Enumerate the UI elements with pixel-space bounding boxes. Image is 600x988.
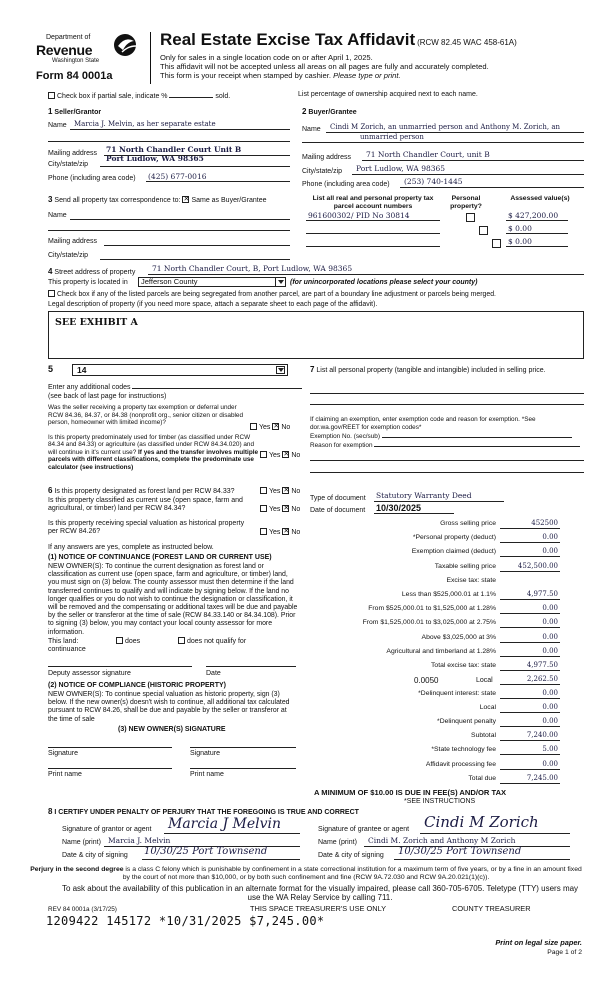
seller-name-field[interactable]: Marcia J. Melvin, as her separate estate xyxy=(74,120,216,128)
assessed-value-2[interactable]: $ 0.00 xyxy=(508,224,532,233)
tax-row-underline xyxy=(500,571,560,572)
tax-row-underline xyxy=(500,740,560,741)
owner-print-field-1[interactable] xyxy=(48,768,172,769)
tax-row-underline xyxy=(500,528,560,529)
county-treasurer-label: COUNTY TREASURER xyxy=(452,904,531,913)
this-land-label: This land: xyxy=(48,638,79,645)
seller-phone-field[interactable]: (425) 677-0016 xyxy=(148,172,207,181)
exemption-question: Was the seller receiving a property tax exemption or deferral under RCW 84.36, 84.37, or 84.38 (nonprofit org., senior citizen or disabled person, homeowner with limited income)? xyxy=(48,404,244,427)
parcel-number-3[interactable] xyxy=(306,246,440,247)
header-notices: Only for sales in a single location code on or after April 1, 2025. This affidavit will not be accepted unless all areas on all pages are fully and accurately completed. This form is your receipt when stamped by cashier. Please type or print. xyxy=(160,53,489,81)
tax-row-label: Excise tax: state xyxy=(446,576,496,584)
tax-row-underline xyxy=(500,754,560,755)
list-percentage-note: List percentage of ownership acquired next to each name. xyxy=(298,91,478,98)
tax-row-label: Taxable selling price xyxy=(434,562,496,570)
tax-row-underline xyxy=(500,670,560,671)
chevron-down-icon[interactable] xyxy=(275,278,285,287)
deputy-date-field[interactable] xyxy=(206,666,296,667)
tax-row-value[interactable]: 0.00 xyxy=(542,689,558,697)
buyer-city-label: City/state/zip xyxy=(302,168,343,175)
tax-row-label: *Delinquent interest: state xyxy=(418,690,496,697)
partial-sale-percent-field[interactable] xyxy=(169,97,213,98)
historical-yes-checkbox[interactable] xyxy=(260,528,267,535)
corr-mailing-field[interactable] xyxy=(104,245,290,246)
partial-sale-row: Check box if partial sale, indicate % sold. xyxy=(48,92,230,101)
tax-row-label: *Delinquent penalty xyxy=(437,718,496,726)
section5-num: 5 xyxy=(48,364,54,374)
tax-row-underline xyxy=(500,642,560,643)
personal-col-header: Personal property? xyxy=(450,195,482,210)
tax-row-label: Agricultural and timberland at 1.28% xyxy=(386,647,496,655)
form-title: Real Estate Excise Tax Affidavit xyxy=(160,30,416,49)
form-title-rcw: (RCW 82.45 WAC 458-61A) xyxy=(417,38,517,47)
partial-sale-checkbox[interactable] xyxy=(48,92,55,99)
tax-row-label: Total due xyxy=(468,774,496,782)
location-code-select[interactable]: 14 xyxy=(72,364,288,376)
timber-no-checkbox[interactable] xyxy=(282,451,289,458)
grantee-date-label: Date & city of signing xyxy=(318,852,384,859)
print-name-label-1: Print name xyxy=(48,771,82,778)
tax-row-underline xyxy=(500,627,560,628)
notice-continuance-body: NEW OWNER(S): To continue the current designation as forest land or classification as current use (open space, farm and agriculture, or timber) land, you must sign on (3) below. The county assessor must then determine if the land transferred continues to qualify and will indicate by signing below. If the land no longer qualifies or you do not wish to continue the designation or classification, it will be removed and the compensating or additional taxes will be due and payable by the seller or transferor at the time of sale (RCW 84.33.140 or 84.34.108). Prior to signing (3) below, you may contact your local county assessor for more information. xyxy=(48,563,298,636)
tax-row-value[interactable]: 0.00 xyxy=(542,533,558,542)
deputy-signature-field[interactable] xyxy=(48,666,192,667)
tax-row-underline xyxy=(500,613,560,614)
correspondence-heading: 3 Send all property tax correspondence to: ✕ Same as Buyer/Grantee xyxy=(48,195,267,205)
tax-row-label: *Personal property (deduct) xyxy=(412,534,496,542)
print-name-label-2: Print name xyxy=(190,771,224,778)
exemption-yes-checkbox[interactable] xyxy=(250,423,257,430)
minimum-due-note: A MINIMUM OF $10.00 IS DUE IN FEE(S) AND/OR TAX xyxy=(314,788,507,797)
tax-row-underline xyxy=(500,783,560,784)
signature-label-1: Signature xyxy=(48,750,78,757)
owner-print-field-2[interactable] xyxy=(190,768,296,769)
form-number: Form 84 0001a xyxy=(36,70,113,82)
new-owner-signature-title: (3) NEW OWNER(S) SIGNATURE xyxy=(118,726,226,733)
seller-mailing-label: Mailing address xyxy=(48,150,98,157)
current-use-yes-checkbox[interactable] xyxy=(260,505,267,512)
deputy-date-label: Date xyxy=(206,670,221,677)
if-any-yes-note: If any answers are yes, complete as instructed below. xyxy=(48,544,214,551)
segregated-row: Check box if any of the listed parcels are being segregated from another parcel, are part of a boundary line adjustment or parcels being merged. xyxy=(48,290,496,299)
current-use-yes-no: Yes ✕ No xyxy=(260,505,300,514)
parcel-number-2[interactable] xyxy=(306,233,440,234)
street-address-row: 4 Street address of property xyxy=(48,267,136,276)
owner-signature-field-1[interactable] xyxy=(48,747,172,748)
seller-heading: 1 Seller/Grantor xyxy=(48,107,102,116)
personal-property-checkbox-3[interactable] xyxy=(492,239,501,248)
tax-row-value[interactable]: 0.00 xyxy=(542,759,558,768)
county-note: (for unincorporated locations please select your county) xyxy=(290,279,478,286)
grantor-sig-label: Signature of grantor or agent xyxy=(62,826,152,833)
tax-row-underline xyxy=(500,556,560,557)
tax-row-label: Exemption claimed (deduct) xyxy=(411,548,496,556)
grantor-signature[interactable]: Marcia J Melvin xyxy=(168,816,282,832)
seller-city-field[interactable]: Port Ludlow, WA 98365 xyxy=(106,154,204,163)
tax-row-underline xyxy=(500,542,560,543)
timber-yes-checkbox[interactable] xyxy=(260,451,267,458)
continuance-label: continuance xyxy=(48,646,86,653)
tax-row-value[interactable]: 0.00 xyxy=(542,604,558,613)
document-date-label: Date of document xyxy=(310,507,366,514)
buyer-heading: 2 Buyer/Grantee xyxy=(302,107,357,116)
tax-row-underline xyxy=(500,769,560,770)
perjury-notice: Perjury in the second degree is a class C felony which is punishable by confinement in a state correctional institution for a maximum term of five years, or by a fine in an amount fixed by the court of not more than $10,000, or by both such confinement and fine (RCW 9A.72.030 and RCW 9A.20.021(1)(c)). xyxy=(30,866,582,881)
tax-row-label: From $525,000.01 to $1,525,000 at 1.28% xyxy=(368,605,496,613)
buyer-mailing-field[interactable]: 71 North Chandler Court, unit B xyxy=(366,150,490,159)
personal-property-checkbox-1[interactable] xyxy=(466,213,475,222)
see-instructions-note: *SEE INSTRUCTIONS xyxy=(404,798,476,805)
signature-label-2: Signature xyxy=(190,750,220,757)
does-option: does xyxy=(116,637,140,646)
does-qualify-checkbox[interactable] xyxy=(116,637,123,644)
grantee-date-field[interactable]: 10/30/25 Port Townsend xyxy=(398,846,522,857)
exemption-yes-no: Yes ✕ No xyxy=(250,423,290,432)
treasurer-use-label: THIS SPACE TREASURER'S USE ONLY xyxy=(250,904,387,913)
grantor-name-field[interactable]: Marcia J. Melvin xyxy=(108,836,171,845)
header-divider xyxy=(150,32,151,84)
tax-row-value[interactable]: 452500 xyxy=(531,519,558,527)
buyer-city-field[interactable]: Port Ludlow, WA 98365 xyxy=(356,164,446,173)
corr-name-label: Name xyxy=(48,212,67,219)
parcel-col-header: List all real and personal property tax parcel account numbers xyxy=(312,195,434,210)
codes-note: (see back of last page for instructions) xyxy=(48,393,167,400)
tax-row-underline xyxy=(500,712,560,713)
segregated-checkbox[interactable] xyxy=(48,290,55,297)
assessed-col-header: Assessed value(s) xyxy=(510,195,570,202)
grantee-name-label: Name (print) xyxy=(318,839,357,846)
legal-size-note: Print on legal size paper. xyxy=(495,938,582,947)
parcel-number-1[interactable]: 961600302/ PID No 30814 xyxy=(308,211,410,220)
exemption-reason-field[interactable] xyxy=(374,446,580,447)
seller-name-label: Name xyxy=(48,122,67,129)
notice-compliance-body: NEW OWNER(S): To continue special valuation as historic property, sign (3) below. If the new owner(s) doesn't wish to continue, all additional tax calculated pursuant to RCW 84.26, shall be due and payable by the seller or transferor at the time of sale xyxy=(48,691,290,723)
document-date-field[interactable]: 10/30/2025 xyxy=(376,503,422,513)
buyer-phone-label: Phone (including area code) xyxy=(302,181,390,188)
tax-row-value[interactable]: 0.00 xyxy=(542,717,558,726)
tax-row-value[interactable]: 4,977.50 xyxy=(526,590,558,598)
does-not-option: does not qualify for xyxy=(178,637,246,646)
forest-question: 6 Is this property designated as forest land per RCW 84.33? xyxy=(48,486,235,495)
additional-codes-row: Enter any additional codes xyxy=(48,384,302,392)
chevron-down-icon[interactable] xyxy=(276,366,285,374)
exemption-claim-text: If claiming an exemption, enter exemption code and reason for exemption. *See dor.wa.gov/REET for exemption codes* xyxy=(310,416,536,431)
notice-continuance-title: (1) NOTICE OF CONTINUANCE (FOREST LAND OR CURRENT USE) xyxy=(48,554,272,561)
treasurer-receipt-stamp: 1209422 145172 *10/31/2025 $7,245.00* xyxy=(46,914,325,928)
grantor-date-field[interactable]: 10/30/25 Port Townsend xyxy=(144,846,268,857)
tax-row-label: Above $3,025,000 at 3% xyxy=(421,633,496,641)
forest-yes-checkbox[interactable] xyxy=(260,487,267,494)
tax-row-value[interactable]: 7,245.00 xyxy=(526,773,558,782)
local-tax-label: Local xyxy=(476,677,493,684)
tax-row-label: Affidavit processing fee xyxy=(425,760,496,768)
form-title-row xyxy=(160,30,517,50)
dor-logo-mark-icon xyxy=(112,32,142,58)
exemption-no-checkbox[interactable] xyxy=(272,423,279,430)
grantor-date-label: Date & city of signing xyxy=(62,852,128,859)
located-in-label: This property is located in xyxy=(48,279,128,286)
county-select[interactable]: Jefferson County xyxy=(138,277,286,287)
document-type-field[interactable]: Statutory Warranty Deed xyxy=(376,491,472,500)
historical-question: Is this property receiving special valuation as historical property per RCW 84.26? xyxy=(48,520,245,535)
corr-city-label: City/state/zip xyxy=(48,252,89,259)
tax-row-value[interactable]: 452,500.00 xyxy=(517,561,558,570)
grantor-name-label: Name (print) xyxy=(62,839,101,846)
personal-property-checkbox-2[interactable] xyxy=(479,226,488,235)
tax-row-value[interactable]: 0.00 xyxy=(542,646,558,655)
tax-row-label: Less than $525,000.01 at 1.1% xyxy=(401,591,496,598)
seller-mailing-field[interactable]: 71 North Chandler Court Unit B xyxy=(106,145,242,154)
buyer-phone-field[interactable]: (253) 740-1445 xyxy=(404,177,463,186)
current-use-no-checkbox[interactable] xyxy=(282,505,289,512)
deputy-signature-label: Deputy assessor signature xyxy=(48,670,131,677)
tax-row-value[interactable]: 0.00 xyxy=(542,618,558,627)
timber-question: Is this property predominately used for timber (as classified under RCW 84.34 and 84.33) or agriculture (as classified under RCW 84.34.020) and will continue in it's current use? If yes and the transfer involves multiple parcels with different classifications, complete the predominate use calculator (see instructions) xyxy=(48,434,259,471)
grantee-name-field[interactable]: Cindi M. Zorich and Anthony M Zorich xyxy=(368,836,516,845)
tax-row-value[interactable]: 7,240.00 xyxy=(526,731,558,740)
exemption-number-field[interactable] xyxy=(382,437,572,438)
historical-yes-no: Yes ✕ No xyxy=(260,528,300,537)
tax-row-value[interactable]: 5.00 xyxy=(542,745,558,754)
dor-logo: Department of Revenue Washington State xyxy=(36,34,100,65)
buyer-name-label: Name xyxy=(302,126,321,133)
document-type-label: Type of document xyxy=(310,495,366,502)
page-number: Page 1 of 2 xyxy=(547,949,582,956)
legal-description-text: SEE EXHIBIT A xyxy=(55,317,138,328)
assessed-value-1[interactable]: $ 427,200.00 xyxy=(508,211,559,220)
street-address-field[interactable]: 71 North Chandler Court, B, Port Ludlow, WA 98365 xyxy=(152,264,353,273)
owner-signature-field-2[interactable] xyxy=(190,747,296,748)
tax-row-label: From $1,525,000.01 to $3,025,000 at 2.75% xyxy=(362,619,496,627)
timber-yes-no: Yes ✕ No xyxy=(260,451,300,460)
local-rate: 0.0050 xyxy=(414,676,439,685)
tax-row-underline xyxy=(500,726,560,727)
seller-city-label: City/state/zip xyxy=(48,161,89,168)
tax-row-label: Local xyxy=(479,704,496,712)
buyer-name-field[interactable]: Cindi M Zorich, an unmarried person and Anthony M. Zorich, an xyxy=(330,123,561,131)
same-as-buyer-checkbox[interactable] xyxy=(182,196,189,203)
does-not-qualify-checkbox[interactable] xyxy=(178,637,185,644)
tax-row-label: *State technology fee xyxy=(431,746,496,754)
notice-compliance-title: (2) NOTICE OF COMPLIANCE (HISTORIC PROPERTY) xyxy=(48,682,226,689)
tax-row-underline xyxy=(500,599,560,600)
additional-codes-field[interactable] xyxy=(132,388,302,389)
buyer-name-field-line2[interactable]: unmarried person xyxy=(360,133,424,141)
grantee-signature[interactable]: Cindi M Zorich xyxy=(424,813,539,831)
legal-description-label: Legal description of property (if you need more space, attach a separate sheet to each page of the affidavit). xyxy=(48,301,378,308)
tax-row-label: Gross selling price xyxy=(440,520,496,527)
tax-row-value[interactable]: 0.00 xyxy=(542,632,558,641)
exemption-reason-row: Reason for exemption xyxy=(310,442,580,449)
tax-row-label: Total excise tax: state xyxy=(431,662,496,669)
tax-row-value[interactable]: 4,977.50 xyxy=(526,661,558,669)
historical-no-checkbox[interactable] xyxy=(282,528,289,535)
seller-phone-label: Phone (including area code) xyxy=(48,175,136,182)
current-use-question: Is this property classified as current use (open space, farm and agricultural, or timber) land per RCW 84.34? xyxy=(48,497,243,512)
grantee-sig-label: Signature of grantee or agent xyxy=(318,826,410,833)
forest-no-checkbox[interactable] xyxy=(282,487,289,494)
corr-city-field[interactable] xyxy=(100,259,290,260)
personal-property-text: 7 List all personal property (tangible and intangible) included in selling price. xyxy=(310,365,546,374)
corr-name-field[interactable] xyxy=(70,219,290,220)
buyer-mailing-label: Mailing address xyxy=(302,154,352,161)
tax-row-value[interactable]: 0.00 xyxy=(542,547,558,556)
local-tax-value[interactable]: 2,262.50 xyxy=(526,675,558,683)
tax-row-label: Subtotal xyxy=(471,732,496,740)
legal-description-box[interactable] xyxy=(48,311,584,359)
tax-row-underline xyxy=(500,656,560,657)
exemption-number-row: Exemption No. (sec/sub) xyxy=(310,433,572,440)
revision-number: REV 84 0001a (3/17/25) xyxy=(48,906,117,913)
certify-statement: 8 I CERTIFY UNDER PENALTY OF PERJURY THAT THE FOREGOING IS TRUE AND CORRECT xyxy=(48,807,359,816)
accessibility-notice: To ask about the availability of this publication in an alternate format for the visually impaired, please call 360-705-6705. Teletype (TTY) users may use the WA Relay Service by calling 711. xyxy=(61,884,579,902)
assessed-value-3[interactable]: $ 0.00 xyxy=(508,237,532,246)
forest-yes-no: Yes ✕ No xyxy=(260,487,300,496)
tax-row-value[interactable]: 0.00 xyxy=(542,703,558,712)
corr-mailing-label: Mailing address xyxy=(48,238,98,245)
tax-row-underline xyxy=(500,698,560,699)
